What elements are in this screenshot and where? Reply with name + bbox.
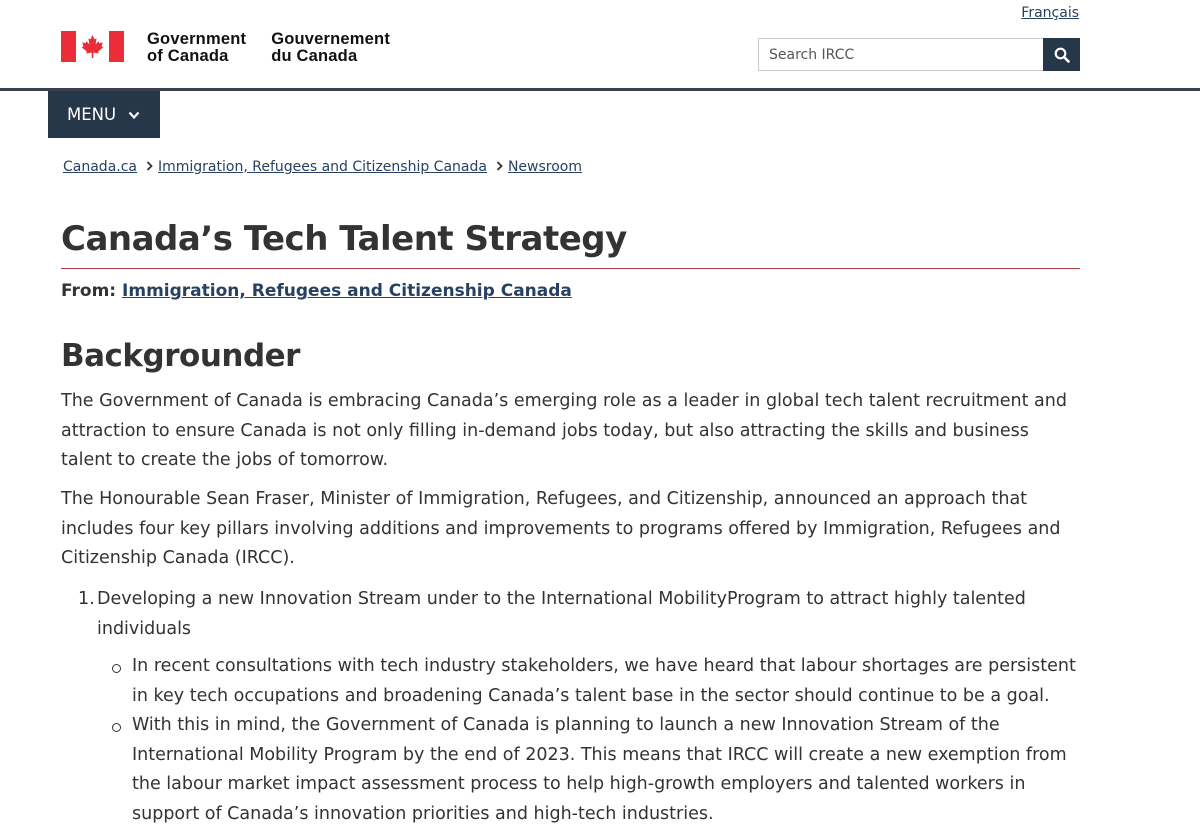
breadcrumb-newsroom[interactable]: Newsroom	[507, 159, 582, 175]
chevron-right-icon	[146, 159, 153, 175]
section-heading: Backgrounder	[61, 338, 300, 374]
list-item-text: Developing a new Innovation Stream under to the International MobilityProgram to attract highly talented individuals	[97, 589, 1026, 639]
sub-list-item-text: In recent consultations with tech industry stakeholders, we have heard that labour shortages are persistent in key tech occupations and broadening Canada’s talent base in the sector should continue to be a goal.	[132, 656, 1076, 706]
search-button[interactable]	[1043, 38, 1080, 71]
sub-list-item	[112, 652, 1082, 711]
header-divider	[0, 88, 1200, 91]
canada-flag-icon	[61, 31, 124, 62]
government-brand[interactable]	[61, 31, 390, 64]
paragraph-intro: The Government of Canada is embracing Canada’s emerging role as a leader in global tech talent recruitment and attraction to ensure Canada is not only filling in-demand jobs today, but also attracting the skills and business talent to create the jobs of tomorrow.	[61, 391, 1067, 470]
menu-button[interactable]	[48, 91, 160, 138]
language-toggle-link[interactable]: Français	[1021, 5, 1079, 21]
brand-text-english: Government of Canada	[147, 30, 247, 65]
search-icon	[1054, 47, 1070, 63]
menu-label: MENU	[67, 105, 117, 124]
list-item	[78, 585, 1038, 644]
from-department-link[interactable]: Immigration, Refugees and Citizenship Canada	[122, 281, 572, 301]
search-form	[758, 38, 1080, 71]
from-line	[61, 281, 572, 301]
bullet-circle-icon	[112, 664, 121, 673]
breadcrumb-ircc[interactable]: Immigration, Refugees and Citizenship Canada	[158, 159, 487, 175]
breadcrumb-canada-ca[interactable]: Canada.ca	[63, 159, 137, 175]
sub-list-item-text: With this in mind, the Government of Canada is planning to launch a new Innovation Stream of the International Mobility Program by the end of 2023. This means that IRCC will create a new exemption from the labour market impact assessment process to help high-growth employers and talented workers in support of Canada’s innovation priorities and high-tech industries.	[132, 715, 1067, 824]
chevron-right-icon	[496, 159, 503, 175]
from-label: From:	[61, 281, 117, 301]
chevron-down-icon	[128, 105, 140, 124]
list-item-number: 1.	[78, 589, 95, 609]
bullet-circle-icon	[112, 723, 121, 732]
brand-text-french: Gouvernement du Canada	[271, 30, 391, 65]
sub-list-item	[112, 711, 1082, 829]
paragraph-announcement: The Honourable Sean Fraser, Minister of Immigration, Refugees, and Citizenship, announced an approach that includes four key pillars involving additions and improvements to programs offered by Immigration, Refugees and Citizenship Canada (IRCC).	[61, 489, 1061, 568]
title-underline	[61, 268, 1080, 269]
page-title: Canada’s Tech Talent Strategy	[61, 219, 627, 259]
breadcrumb	[63, 159, 582, 175]
search-input[interactable]	[758, 38, 1043, 71]
